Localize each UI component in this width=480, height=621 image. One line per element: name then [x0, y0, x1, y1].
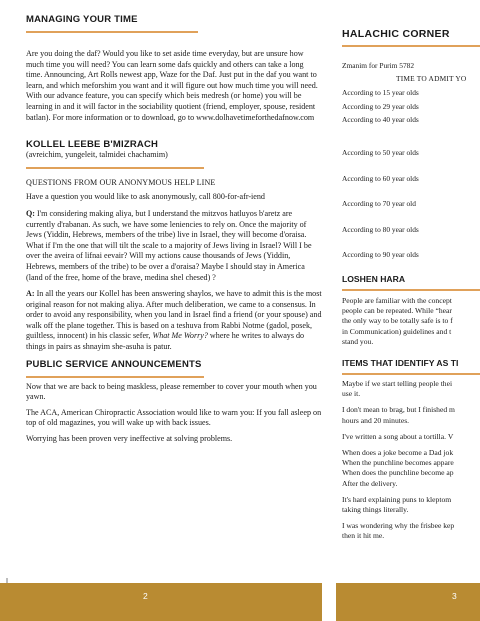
joke-paragraph [342, 379, 480, 399]
zmanim-row: According to 15 year olds [342, 88, 419, 98]
managing-time-rule [26, 31, 198, 33]
joke-paragraph [342, 495, 480, 515]
answer-label: A: [26, 289, 35, 299]
joke-line: After the delivery. [342, 478, 398, 488]
joke-line: When does a joke become a Dad jok [342, 447, 454, 457]
zmanim-row: According to 60 year olds [342, 173, 419, 183]
psa-item-3: Worrying has been proven very ineffective at solving problems. [26, 434, 233, 444]
joke-line: When does the punchline become ap [342, 468, 454, 478]
question-paragraph [26, 209, 322, 283]
footer-gutter [322, 583, 336, 621]
question-text: I'm considering making aliya, but I understand the mitzvos hatluyos b'aretz are currently d'rabanan. As such, we have some leniencies to rely on. Once the majority of Jews (Yiddin, Hebrews, members of the tribe) live in Israel, they will become d'oraisa. What if I'm the one that will tilt the scale to a majority of Jews living in Israel? Will I be over the aveira of lifnai eevair? Will my actions cause thousands of Jews (Yiddin, Hebrews, members of the tribe) to be over a d'oraisa? Maybe I should stay in America (land of the free, home of the brave, medina shel chesed) ? [26, 208, 312, 282]
joke-line: taking things literally. [342, 504, 409, 514]
page-number-left: 2 [143, 591, 148, 601]
zmanim-row: According to 29 year olds [342, 101, 419, 111]
loshen-hara-line: stand you. [342, 336, 374, 346]
helpline-intro: Have a question you would like to ask anonymously, call 800-for-afr-iend [26, 192, 265, 202]
zmanim-row: According to 80 year olds [342, 224, 419, 234]
zmanim-row: According to 70 year old [342, 199, 416, 209]
joke-paragraph [342, 405, 480, 425]
joke-line: I don't mean to brag, but I finished m [342, 405, 455, 415]
zmanim-heading: Zmanim for Purim 5782 [342, 61, 415, 70]
joke-paragraph [342, 521, 480, 541]
psa-rule [26, 376, 204, 378]
joke-line: hours and 20 minutes. [342, 415, 410, 425]
zmanim-row: According to 50 year olds [342, 147, 419, 157]
loshen-hara-rule [342, 289, 480, 291]
joke-line: I've written a song about a tortilla. V [342, 431, 454, 441]
joke-line: I was wondering why the frisbee kep [342, 521, 455, 531]
joke-line: Maybe if we start telling people thei [342, 378, 453, 388]
joke-line: use it. [342, 389, 361, 399]
psa-title: PUBLIC SERVICE ANNOUNCEMENTS [26, 358, 202, 370]
joke-line: then it hit me. [342, 531, 385, 541]
psa-item-2: The ACA, American Chiropractic Association would like to warn you: If you fall asleep on top of old magazines, you will wake up with back issues. [26, 407, 322, 428]
loshen-hara-line: People are familiar with the concept [342, 295, 452, 305]
managing-time-title: MANAGING YOUR TIME [26, 14, 138, 25]
loshen-hara-title: LOSHEN HARA [342, 273, 406, 284]
right-page [342, 14, 480, 542]
loshen-hara-body [342, 296, 480, 347]
answer-text-2: where he writes to always do things in pairs as shnayim she-asuha is patur. [26, 331, 305, 352]
question-label: Q: [26, 208, 35, 218]
items-identify-rule [342, 373, 480, 375]
joke-paragraph [342, 448, 480, 489]
answer-paragraph [26, 289, 322, 353]
items-identify-title: ITEMS THAT IDENTIFY AS TI [342, 357, 459, 368]
page-number-right: 3 [452, 591, 457, 601]
joke-paragraph [342, 432, 480, 442]
kollel-rule [26, 167, 204, 169]
kollel-title: KOLLEL LEEBE B'MIZRACH [26, 139, 159, 151]
zmanim-subheading: TIME TO ADMIT YO [396, 73, 467, 83]
zmanim-row: According to 40 year olds [342, 115, 419, 125]
loshen-hara-line: the only way to be totally safe is to f [342, 316, 453, 326]
footer-bar [0, 583, 480, 621]
loshen-hara-line: people can be repeated. While “hear [342, 306, 452, 316]
halachic-corner-title: HALACHIC CORNER [342, 28, 450, 40]
answer-text-1: In all the years our Kollel has been answering shaylos, we have to admit this is the most original reason for not making aliya. After much deliberation, we came to a consensus. In order to avoid any responsibility, when you land in Israel find a friend (or your spouse) and walk off the plane together. This is based on a teshuva from Rabbi Notme (gadol, posek, guiltless, innocent) in his classic sefer, [26, 289, 322, 341]
managing-time-body: Are you doing the daf? Would you like to set aside time everyday, but are unsure how much time you will need? You can learn some dafs quickly and others can take a long time. Announcing, Art Rolls newest app, Waze for the Daf. Just put in the daf you want to learn, and which meforshim you want and it will figure out how much time you will need. With our advance feature, you can specify which beis medresh (or home) you will be learning in and it will factor in the sociability quotient (friend, employer, spouse, resident batlan). For more information or to download, go to www.dolhavetimeforthedafnow.com [26, 49, 318, 122]
left-page [26, 14, 322, 445]
helpline-title: QUESTIONS FROM OUR ANONYMOUS HELP LINE [26, 177, 216, 187]
loshen-hara-line: in Communication) guidelines and t [342, 326, 452, 336]
joke-line: It's hard explaining puns to kleptom [342, 494, 452, 504]
zmanim-row: According to 90 year olds [342, 250, 419, 260]
answer-book-title: What Me Worry? [152, 331, 208, 341]
psa-item-1: Now that we are back to being maskless, please remember to cover your mouth when you yawn. [26, 381, 317, 402]
kollel-subtitle: (avreichim, yungeleit, talmidei chachamim) [26, 150, 168, 160]
halachic-corner-rule [342, 45, 480, 47]
joke-line: When the punchline becomes appare [342, 458, 454, 468]
